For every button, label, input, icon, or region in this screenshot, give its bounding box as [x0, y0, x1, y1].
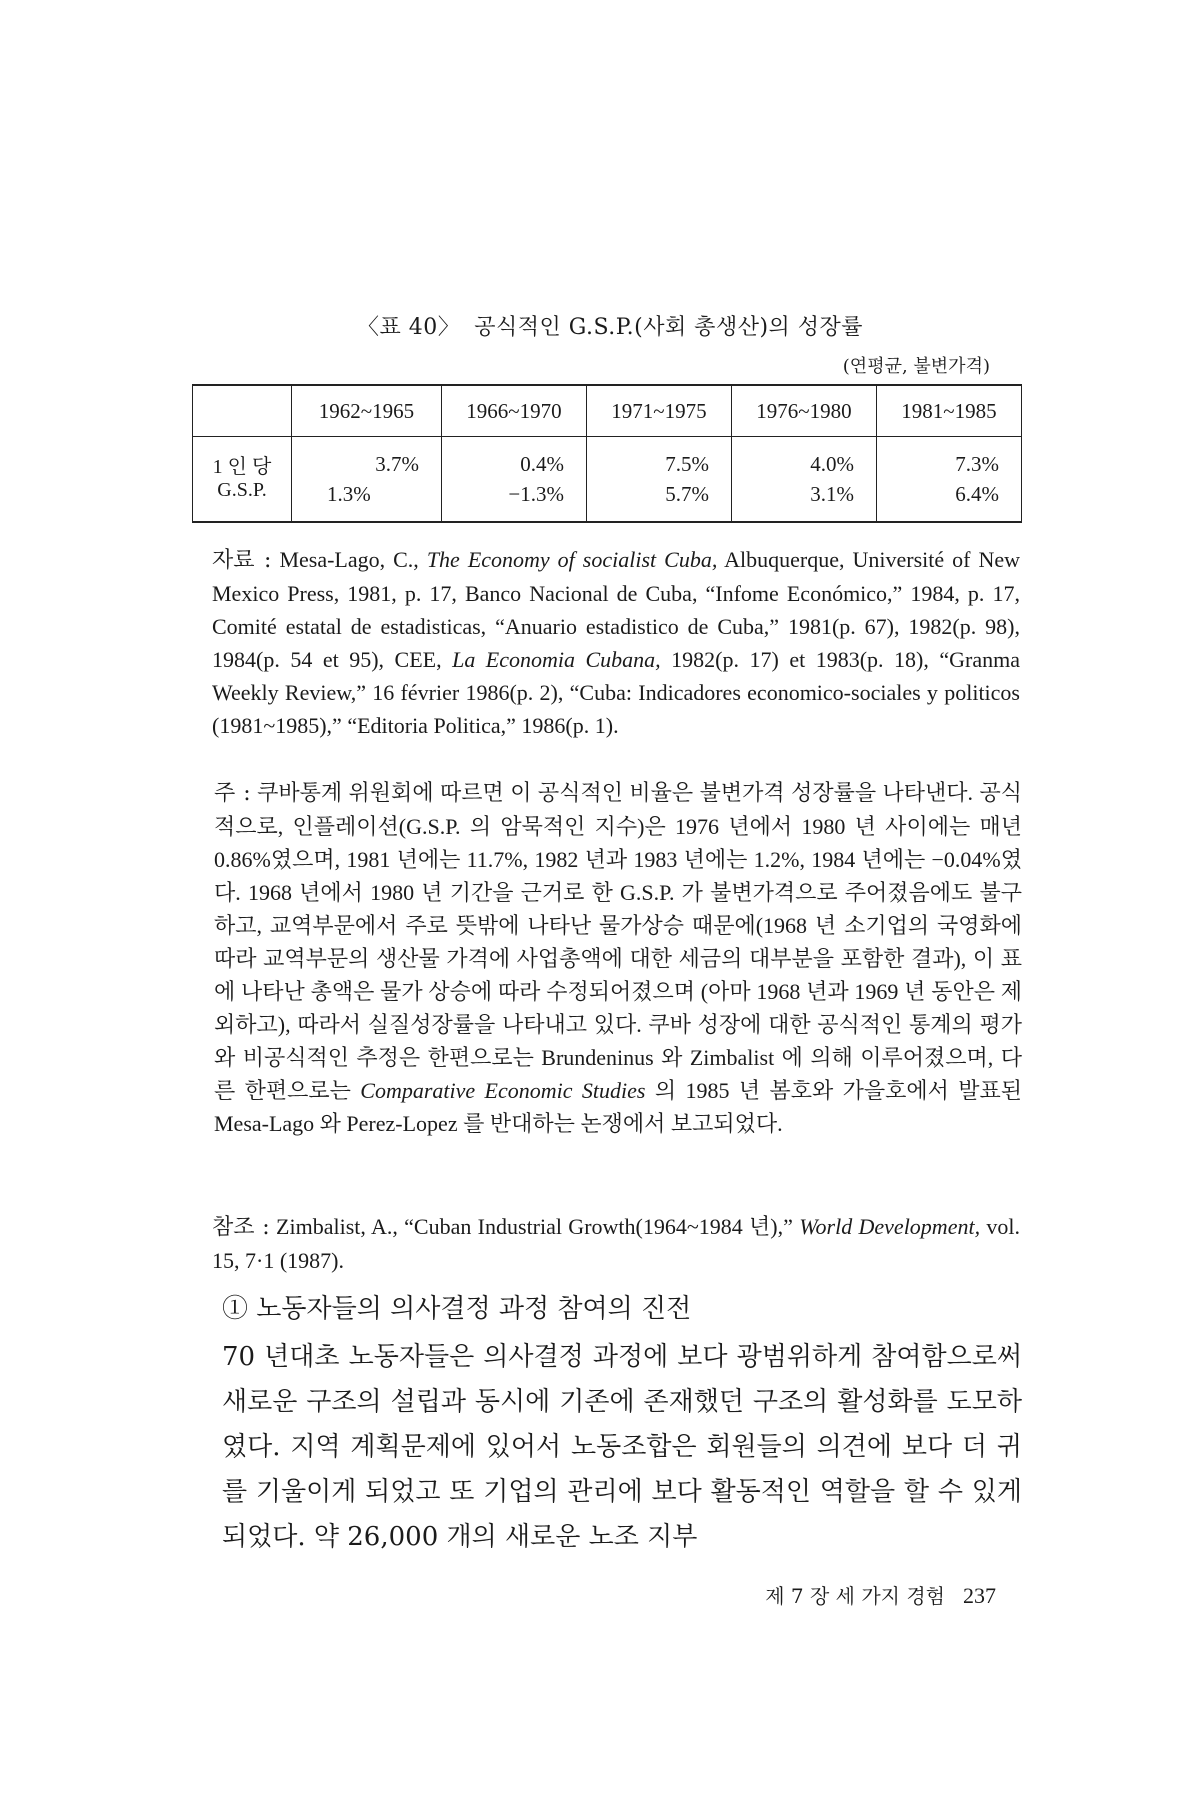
table-cell: [731, 437, 876, 523]
footnote: [214, 776, 1022, 1140]
table-header-cell: 1971~1975: [586, 385, 731, 437]
cell-value-top: 3.7%: [375, 452, 419, 476]
source-label: 자료 :: [212, 548, 272, 573]
table-unit-note: (연평균, 불변가격): [842, 356, 990, 377]
table-cell: [876, 437, 1021, 523]
table-header-cell: [193, 385, 292, 437]
cell-value-bottom: 5.7%: [665, 482, 709, 506]
cell-value-top: 7.5%: [665, 452, 709, 476]
table-header-row: [193, 385, 1022, 437]
reference-label: 참조 :: [212, 1215, 270, 1240]
cell-value-bottom: 3.1%: [810, 482, 854, 506]
table-cell: [292, 437, 442, 523]
table-cell: [441, 437, 586, 523]
cell-value-top: 0.4%: [520, 452, 564, 476]
page-number: 237: [963, 1583, 996, 1608]
row-label: [193, 437, 292, 523]
source-text: Mesa-Lago, C.,: [279, 547, 427, 572]
source-book-title: La Economia Cubana,: [452, 647, 661, 672]
cell-value-top: 4.0%: [810, 452, 854, 476]
row-label-line: 1 인 당: [212, 456, 272, 478]
note-label: 주 :: [214, 781, 251, 806]
running-footer-chapter: 제 7 장 세 가지 경험: [765, 1584, 945, 1608]
source-note: [212, 543, 1020, 742]
reference-note: [212, 1210, 1020, 1277]
source-text: 1982(p. 17) et 1983(p. 18), “Granma Weekly Review,” 16 février 1986(p. 2), “Cuba: Indicadores economico-sociales y politicos (1981~1985),” “Editoria Politica,” 1986(p. 1).: [212, 647, 1020, 738]
note-journal-title: Comparative Economic Studies: [360, 1078, 646, 1103]
table-number: 〈표 40〉: [356, 315, 461, 340]
gsp-growth-table: [192, 384, 1022, 523]
table-title: 공식적인 G.S.P.(사회 총생산)의 성장률: [474, 315, 864, 340]
cell-value-bottom: 6.4%: [955, 482, 999, 506]
cell-value-bottom: 1.3%: [327, 482, 371, 506]
table-cell: [586, 437, 731, 523]
table-header-cell: 1981~1985: [876, 385, 1021, 437]
source-book-title: The Economy of socialist Cuba,: [426, 547, 718, 572]
reference-text: Zimbalist, A., “Cuban Industrial Growth(1964~1984 년),”: [276, 1214, 800, 1239]
table-caption: [200, 310, 1020, 341]
table-row: [193, 437, 1022, 523]
table-header-cell: 1966~1970: [441, 385, 586, 437]
reference-title: World Development,: [799, 1214, 981, 1239]
reference-text: vol. 15, 7·1 (1987).: [212, 1214, 1020, 1273]
body-paragraph: 70 년대초 노동자들은 의사결정 과정에 보다 광범위하게 참여함으로써 새로운 구조의 설립과 동시에 기존에 존재했던 구조의 활성화를 도모하였다. 지역 계획문제에 있어서 노동조합은 회원들의 의견에 보다 더 귀를 기울이게 되었고 또 기업의 관리에 보다 활동적인 역할을 할 수 있게 되었다. 약 26,000 개의 새로운 노조 지부: [222, 1342, 1022, 1552]
row-label-line: G.S.P.: [217, 479, 267, 501]
source-text: Albuquerque, Université of New Mexico Press, 1981, p. 17, Banco Nacional de Cuba, “Infome Económico,” 1984, p. 17, Comité estatal de estadisticas, “Anuario estadistico de Cuba,” 1981(p. 67), 1982(p. 98), 1984(p. 54 et 95), CEE,: [212, 547, 1021, 672]
note-text: 의 1985 년 봄호와 가을호에서 발표된 Mesa-Lago 와 Perez-Lopez 를 반대하는 논쟁에서 보고되었다.: [214, 1078, 1022, 1136]
page-footer: [765, 1580, 996, 1609]
note-text: 쿠바통계 위원회에 따르면 이 공식적인 비율은 불변가격 성장률을 나타낸다. 공식적으로, 인플레이션(G.S.P. 의 암묵적인 지수)은 1976 년에서 1980 년 사이에는 매년 0.86%였으며, 1981 년에는 11.7%, 1982 년과 1983 년에는 1.2%, 1984 년에는 −0.04%였다. 1968 년에서 1980 년 기간을 근거로 한 G.S.P. 가 불변가격으로 주어졌음에도 불구하고, 교역부문에서 주로 뜻밖에 나타난 물가상승 때문에(1968 년 소기업의 국영화에 따라 교역부문의 생산물 가격에 사업총액에 대한 세금의 대부분을 포함한 결과), 이 표에 나타난 총액은 물가 상승에 따라 수정되어졌으며 (아마 1968 년과 1969 년 동안은 제외하고), 따라서 실질성장률을 나타내고 있다. 쿠바 성장에 대한 공식적인 통계의 평가와 비공식적인 추정은 한편으로는 Brundeninus 와 Zimbalist 에 의해 이루어졌으며, 다른 한편으로는: [214, 780, 1023, 1103]
table-header-cell: 1976~1980: [731, 385, 876, 437]
cell-value-bottom: −1.3%: [508, 482, 564, 506]
cell-value-top: 7.3%: [955, 452, 999, 476]
section-heading: ① 노동자들의 의사결정 과정 참여의 진전: [222, 1294, 692, 1324]
table-header-cell: 1962~1965: [292, 385, 442, 437]
